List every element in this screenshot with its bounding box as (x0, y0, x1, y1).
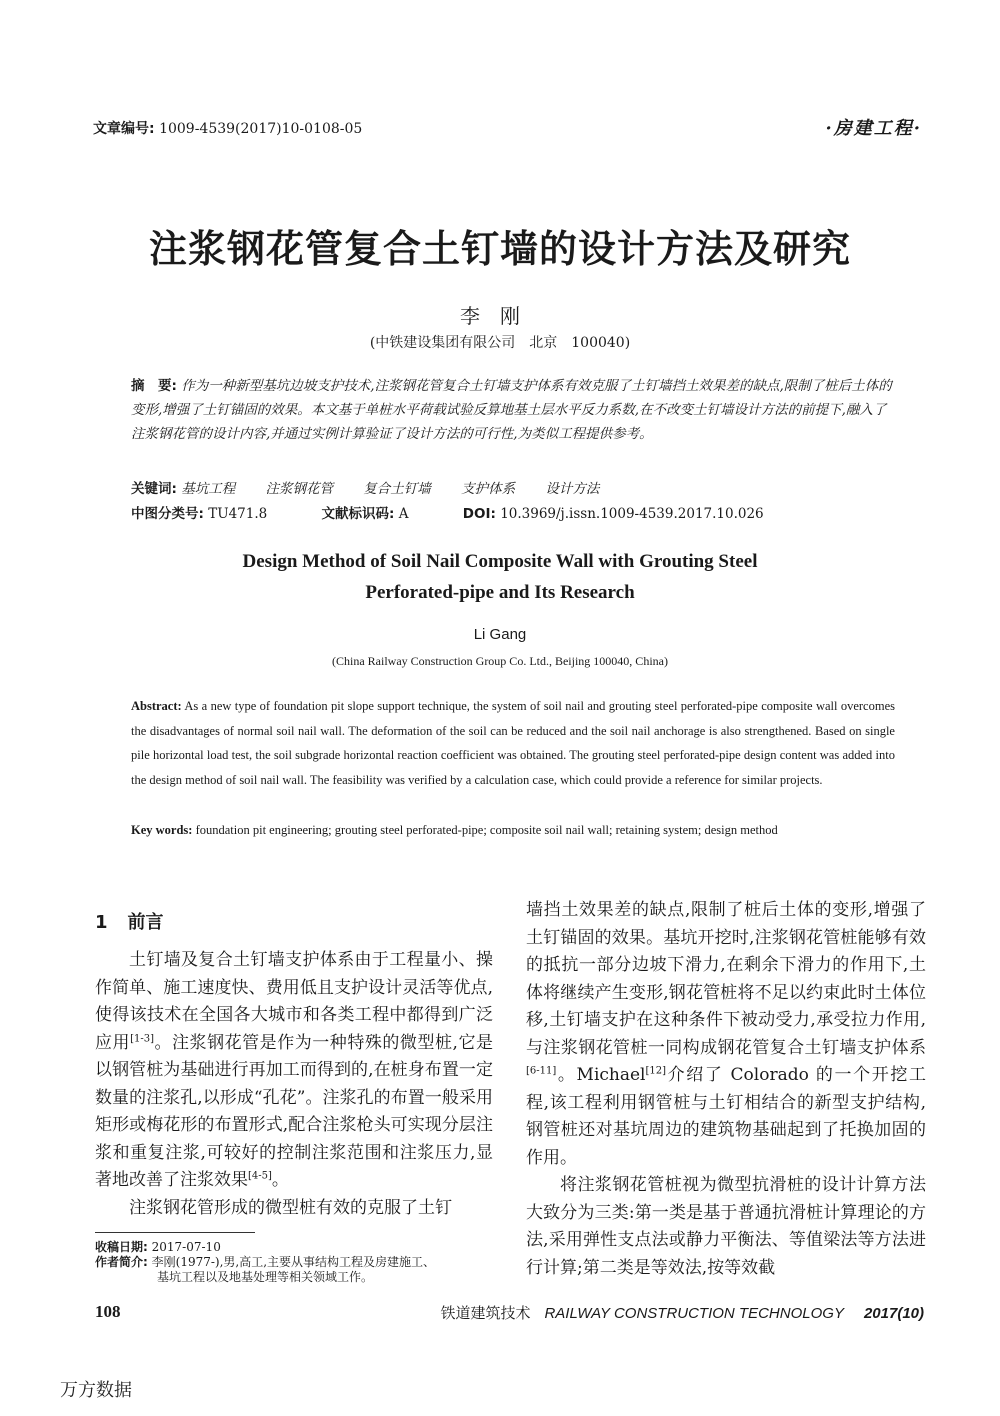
body-column-left (95, 947, 493, 1222)
keyword-cn: 支护体系 (461, 481, 516, 497)
received-label: 收稿日期: (95, 1240, 148, 1254)
classification-line (131, 502, 764, 522)
paragraph-text: 。 (271, 1170, 289, 1190)
title-english (0, 546, 1000, 608)
citation: [12] (645, 1065, 667, 1077)
section-number: 1 (95, 912, 108, 933)
citation: [4-5] (248, 1170, 272, 1182)
keywords-english (131, 818, 895, 843)
journal-name-en: RAILWAY CONSTRUCTION TECHNOLOGY (544, 1305, 844, 1322)
title-english-line2: Perforated-pipe and Its Research (365, 582, 635, 603)
article-number (93, 118, 362, 138)
author-chinese: 李刚 (460, 304, 540, 328)
paragraph-text: 。注浆钢花管是作为一种特殊的微型桩,它是以钢管桩为基础进行再加工而得到的,在桩身布置一定数量的注浆孔,以形成“孔花”。注浆孔的布置一般采用矩形或梅花形的布置形式,配合注浆枪头可实现分层注浆和重复注浆,可较好的控制注浆范围和注浆压力,显著地改善了注浆效果 (95, 1032, 493, 1190)
keyword-cn: 设计方法 (545, 481, 600, 497)
doi-value: 10.3969/j.issn.1009-4539.2017.10.026 (500, 506, 764, 522)
body-column-right (526, 897, 926, 1282)
citation: [6-11] (526, 1065, 557, 1077)
abstract-english (131, 694, 895, 792)
clc-label: 中图分类号: (131, 506, 204, 522)
journal-footer (440, 1302, 924, 1323)
doc-code-value: A (398, 506, 409, 522)
footnote (95, 1240, 505, 1285)
title-chinese: 注浆钢花管复合土钉墙的设计方法及研究 (148, 227, 851, 271)
abstract-chinese (131, 374, 895, 446)
paragraph-text: 墙挡土效果差的缺点,限制了桩后土体的变形,增强了土钉锚固的效果。基坑开挖时,注浆钢花管桩能够有效的抵抗一部分边坡下滑力,在剩余下滑力的作用下,土体将继续产生变形,钢花管桩将不足以约束此时土体位移,土钉墙支护在这种条件下被动受力,承受拉力作用,与注浆钢花管桩一同构成钢花管复合土钉墙支护体系 (526, 900, 926, 1058)
paragraph (95, 947, 493, 1195)
page-number: 108 (95, 1302, 121, 1321)
paragraph-text: 。Michael (556, 1065, 646, 1085)
keyword-cn: 复合土钉墙 (363, 481, 431, 497)
author-bio-line1: 李刚(1977-),男,高工,主要从事结构工程及房建施工、 (151, 1255, 436, 1269)
watermark: 万方数据 (60, 1380, 132, 1401)
paragraph: 注浆钢花管形成的微型桩有效的克服了土钉 (129, 1197, 452, 1218)
author-english: Li Gang (473, 626, 527, 643)
journal-name-cn: 铁道建筑技术 (440, 1304, 531, 1322)
article-number-value: 1009-4539(2017)10-0108-05 (159, 121, 363, 137)
paragraph-text: 土钉墙及复合土钉墙支护体系由于工程量小、操作简单、施工速度快、费用低且支护设计灵活等优点,使得该技术在全国各大城市和各类工程中都得到广泛应用 (95, 950, 493, 1053)
keywords-english-text: foundation pit engineering; grouting steel perforated-pipe; composite soil nail wall; retaining system; design method (195, 823, 778, 837)
author-bio-line2: 基坑工程以及地基处理等相关领域工作。 (157, 1270, 374, 1284)
doi-label: DOI: (462, 506, 496, 522)
abstract-chinese-label: 摘 要: (131, 378, 177, 394)
abstract-english-text: As a new type of foundation pit slope support technique, the system of soil nail and grouting steel perforated-pipe composite wall overcomes the disadvantages of normal soil nail wall. The deformation of the soil can be reduced and the soil nail anchorage is also strengthened. Based on single pile horizontal load test, the soil subgrade horizontal reaction coefficient was obtained. The grouting steel perforated-pipe design content was added into the design method of soil nail wall. The feasibility was verified by a calculation case, which could provide a reference for similar projects. (131, 699, 895, 787)
article-number-label: 文章编号: (93, 121, 155, 137)
keywords-english-label: Key words: (131, 823, 193, 837)
keywords-chinese-label: 关键词: (131, 481, 177, 497)
abstract-chinese-text: 作为一种新型基坑边坡支护技术,注浆钢花管复合土钉墙支护体系有效克服了土钉墙挡土效果差的缺点,限制了桩后土体的变形,增强了土钉锚固的效果。本文基于单桩水平荷载试验反算地基土层水平反力系数,在不改变土钉墙设计方法的前提下,融入了注浆钢花管的设计内容,并通过实例计算验证了设计方法的可行性,为类似工程提供参考。 (131, 378, 892, 442)
title-english-line1: Design Method of Soil Nail Composite Wall with Grouting Steel (242, 551, 758, 572)
section-heading (95, 908, 164, 934)
column-tag: ·房建工程· (825, 118, 922, 139)
clc-value: TU471.8 (208, 506, 268, 522)
paragraph: 将注浆钢花管桩视为微型抗滑桩的设计计算方法大致分为三类:第一类是基于普通抗滑桩计算理论的方法,采用弹性支点法或静力平衡法、等值梁法等方法进行计算;第二类是等效法,按等效截 (526, 1175, 926, 1278)
affiliation-english: (China Railway Construction Group Co. Ltd., Beijing 100040, China) (332, 654, 668, 668)
section-title: 前言 (127, 912, 164, 933)
doc-code-label: 文献标识码: (321, 506, 395, 522)
keyword-cn: 基坑工程 (181, 481, 236, 497)
footnote-divider (95, 1232, 255, 1233)
abstract-english-label: Abstract: (131, 699, 182, 713)
journal-issue: 2017(10) (863, 1305, 924, 1322)
received-date: 2017-07-10 (151, 1240, 221, 1254)
author-bio-label: 作者简介: (95, 1255, 148, 1269)
keyword-cn: 注浆钢花管 (265, 481, 333, 497)
keywords-chinese (131, 477, 625, 497)
affiliation-chinese: (中铁建设集团有限公司 北京 100040) (369, 335, 631, 351)
citation: [1-3] (130, 1032, 154, 1044)
paragraph-text: 介绍了 Colorado 的一个开挖工程,该工程利用钢管桩与土钉相结合的新型支护结构,钢管桩还对基坑周边的建筑物基础起到了托换加固的作用。 (526, 1065, 926, 1168)
paragraph (526, 897, 926, 1172)
